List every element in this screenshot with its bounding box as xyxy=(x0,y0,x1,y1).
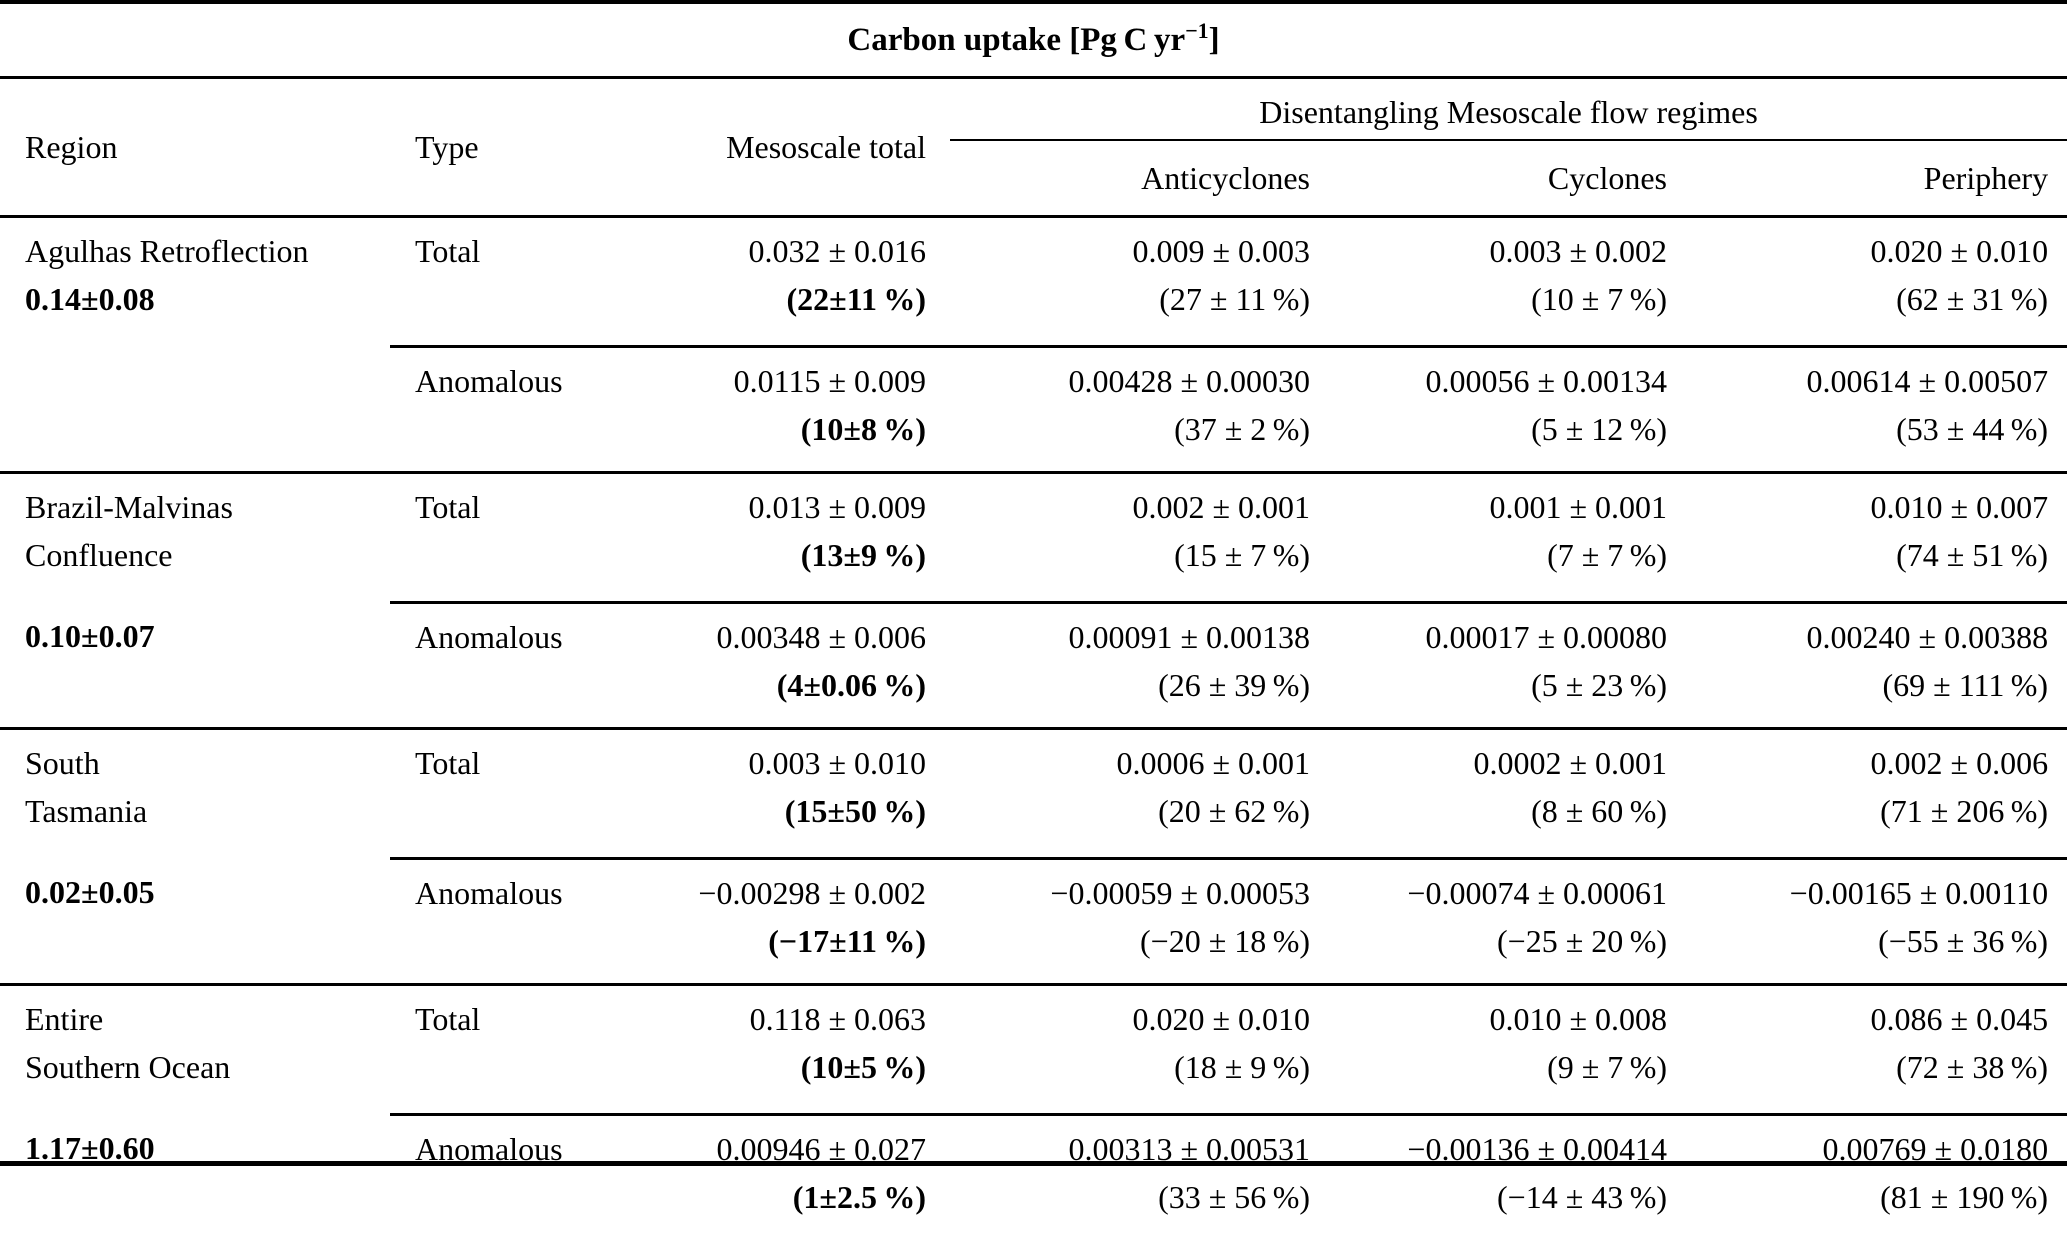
type-label: Total xyxy=(390,217,590,347)
title-superscript: −1 xyxy=(1185,18,1209,43)
percent-line: (33 ± 56 %) xyxy=(935,1173,1310,1221)
percent-line: (62 ± 31 %) xyxy=(1672,275,2048,323)
value-line: 0.002 ± 0.006 xyxy=(1672,739,2048,787)
value-line: 0.00313 ± 0.00531 xyxy=(935,1125,1310,1173)
cyclones-cell xyxy=(1315,347,1672,473)
mesoscale-total-cell xyxy=(590,985,935,1115)
value-line: 0.001 ± 0.001 xyxy=(1315,483,1667,531)
value-line: 0.032 ± 0.016 xyxy=(590,227,926,275)
percent-line: (8 ± 60 %) xyxy=(1315,787,1667,835)
periphery-cell xyxy=(1672,859,2067,985)
region-name: Southern Ocean xyxy=(25,1043,390,1091)
percent-line: (13±9 %) xyxy=(590,531,926,579)
type-label: Anomalous xyxy=(390,1115,590,1239)
type-label: Anomalous xyxy=(390,347,590,473)
periphery-cell xyxy=(1672,985,2067,1115)
value-line: 0.00056 ± 0.00134 xyxy=(1315,357,1667,405)
region-name: Brazil-Malvinas xyxy=(25,483,390,531)
anticyclones-cell xyxy=(935,347,1315,473)
percent-line: (20 ± 62 %) xyxy=(935,787,1310,835)
anticyclones-cell xyxy=(935,1115,1315,1239)
col-header-mesoscale-total: Mesoscale total xyxy=(590,78,935,217)
percent-line: (22±11 %) xyxy=(590,275,926,323)
table-row-brazil-malvinas-total xyxy=(0,473,2067,603)
value-line: 0.020 ± 0.010 xyxy=(1672,227,2048,275)
title-prefix: Carbon uptake [Pg C yr xyxy=(847,22,1185,58)
percent-line: (1±2.5 %) xyxy=(590,1173,926,1221)
value-line: 0.0002 ± 0.001 xyxy=(1315,739,1667,787)
anticyclones-cell xyxy=(935,473,1315,603)
value-line: 0.00428 ± 0.00030 xyxy=(935,357,1310,405)
value-line: 0.009 ± 0.003 xyxy=(935,227,1310,275)
percent-line: (37 ± 2 %) xyxy=(935,405,1310,453)
region-cell-agulhas xyxy=(0,217,390,347)
percent-line: (10 ± 7 %) xyxy=(1315,275,1667,323)
header-row-group xyxy=(0,78,2067,142)
region-cell-south-tasmania xyxy=(0,729,390,859)
value-line: 0.00240 ± 0.00388 xyxy=(1672,613,2048,661)
paper-table xyxy=(0,4,2067,1239)
mesoscale-total-cell xyxy=(590,603,935,729)
percent-line: (74 ± 51 %) xyxy=(1672,531,2048,579)
periphery-cell xyxy=(1672,603,2067,729)
percent-line: (53 ± 44 %) xyxy=(1672,405,2048,453)
value-line: 0.003 ± 0.010 xyxy=(590,739,926,787)
region-mean-value: 0.02±0.05 xyxy=(25,868,390,916)
region-cell-mean xyxy=(0,603,390,729)
anticyclones-cell xyxy=(935,603,1315,729)
col-header-flow-regimes-group xyxy=(935,78,2067,142)
region-mean-value: 1.17±0.60 xyxy=(25,1124,390,1172)
percent-line: (−20 ± 18 %) xyxy=(935,917,1310,965)
table-title-row xyxy=(0,4,2067,78)
periphery-cell xyxy=(1672,473,2067,603)
value-line: 0.00769 ± 0.0180 xyxy=(1672,1125,2048,1173)
percent-line: (5 ± 12 %) xyxy=(1315,405,1667,453)
percent-line: (10±8 %) xyxy=(590,405,926,453)
value-line: 0.00614 ± 0.00507 xyxy=(1672,357,2048,405)
region-name: Agulhas Retroflection xyxy=(25,227,390,275)
value-line: 0.0006 ± 0.001 xyxy=(935,739,1310,787)
region-cell-mean xyxy=(0,1115,390,1239)
value-line: −0.00059 ± 0.00053 xyxy=(935,869,1310,917)
percent-line: (81 ± 190 %) xyxy=(1672,1173,2048,1221)
percent-line: (10±5 %) xyxy=(590,1043,926,1091)
value-line: −0.00298 ± 0.002 xyxy=(590,869,926,917)
value-line: −0.00074 ± 0.00061 xyxy=(1315,869,1667,917)
cyclones-cell xyxy=(1315,729,1672,859)
percent-line: (15±50 %) xyxy=(590,787,926,835)
value-line: 0.00946 ± 0.027 xyxy=(590,1125,926,1173)
col-header-periphery: Periphery xyxy=(1672,141,2067,217)
percent-line: (−14 ± 43 %) xyxy=(1315,1173,1667,1221)
mesoscale-total-cell xyxy=(590,347,935,473)
cyclones-cell xyxy=(1315,217,1672,347)
col-header-anticyclones: Anticyclones xyxy=(935,141,1315,217)
percent-line: (5 ± 23 %) xyxy=(1315,661,1667,709)
table-row-agulhas-total xyxy=(0,217,2067,347)
percent-line: (18 ± 9 %) xyxy=(935,1043,1310,1091)
region-name: Entire xyxy=(25,995,390,1043)
region-cell-mean xyxy=(0,859,390,985)
region-mean-value: 0.10±0.07 xyxy=(25,612,390,660)
title-suffix: ] xyxy=(1209,22,1220,58)
value-line: 0.013 ± 0.009 xyxy=(590,483,926,531)
mesoscale-total-cell xyxy=(590,729,935,859)
percent-line: (69 ± 111 %) xyxy=(1672,661,2048,709)
type-label: Total xyxy=(390,985,590,1115)
anticyclones-cell xyxy=(935,859,1315,985)
mesoscale-total-cell xyxy=(590,1115,935,1239)
region-mean-value: 0.14±0.08 xyxy=(25,275,390,323)
cyclones-cell xyxy=(1315,473,1672,603)
value-line: 0.002 ± 0.001 xyxy=(935,483,1310,531)
col-header-type: Type xyxy=(390,78,590,217)
value-line: 0.00348 ± 0.006 xyxy=(590,613,926,661)
percent-line: (−17±11 %) xyxy=(590,917,926,965)
periphery-cell xyxy=(1672,217,2067,347)
cyclones-cell xyxy=(1315,1115,1672,1239)
value-line: 0.003 ± 0.002 xyxy=(1315,227,1667,275)
mesoscale-total-cell xyxy=(590,473,935,603)
cyclones-cell xyxy=(1315,985,1672,1115)
value-line: 0.086 ± 0.045 xyxy=(1672,995,2048,1043)
anticyclones-cell xyxy=(935,217,1315,347)
type-label: Anomalous xyxy=(390,603,590,729)
periphery-cell xyxy=(1672,1115,2067,1239)
percent-line: (15 ± 7 %) xyxy=(935,531,1310,579)
region-cell-southern-ocean xyxy=(0,985,390,1115)
value-line: 0.118 ± 0.063 xyxy=(590,995,926,1043)
value-line: 0.020 ± 0.010 xyxy=(935,995,1310,1043)
anticyclones-cell xyxy=(935,985,1315,1115)
percent-line: (71 ± 206 %) xyxy=(1672,787,2048,835)
table-row-southern-ocean-total xyxy=(0,985,2067,1115)
table-row-south-tasmania-anomalous xyxy=(0,859,2067,985)
value-line: −0.00165 ± 0.00110 xyxy=(1672,869,2048,917)
mesoscale-total-cell xyxy=(590,859,935,985)
percent-line: (9 ± 7 %) xyxy=(1315,1043,1667,1091)
percent-line: (−25 ± 20 %) xyxy=(1315,917,1667,965)
flow-regimes-group-label: Disentangling Mesoscale flow regimes xyxy=(950,89,2067,141)
percent-line: (−55 ± 36 %) xyxy=(1672,917,2048,965)
periphery-cell xyxy=(1672,347,2067,473)
value-line: 0.0115 ± 0.009 xyxy=(590,357,926,405)
region-cell-spacer xyxy=(0,347,390,473)
value-line: 0.00091 ± 0.00138 xyxy=(935,613,1310,661)
value-line: 0.010 ± 0.008 xyxy=(1315,995,1667,1043)
anticyclones-cell xyxy=(935,729,1315,859)
col-header-region: Region xyxy=(0,78,390,217)
percent-line: (27 ± 11 %) xyxy=(935,275,1310,323)
table-title xyxy=(0,4,2067,78)
table-row-agulhas-anomalous xyxy=(0,347,2067,473)
cyclones-cell xyxy=(1315,859,1672,985)
region-name: Confluence xyxy=(25,531,390,579)
table-row-brazil-malvinas-anomalous xyxy=(0,603,2067,729)
percent-line: (7 ± 7 %) xyxy=(1315,531,1667,579)
region-name: South xyxy=(25,739,390,787)
type-label: Total xyxy=(390,729,590,859)
region-cell-brazil-malvinas xyxy=(0,473,390,603)
percent-line: (26 ± 39 %) xyxy=(935,661,1310,709)
percent-line: (72 ± 38 %) xyxy=(1672,1043,2048,1091)
cyclones-cell xyxy=(1315,603,1672,729)
periphery-cell xyxy=(1672,729,2067,859)
value-line: −0.00136 ± 0.00414 xyxy=(1315,1125,1667,1173)
percent-line: (4±0.06 %) xyxy=(590,661,926,709)
region-name: Tasmania xyxy=(25,787,390,835)
value-line: 0.00017 ± 0.00080 xyxy=(1315,613,1667,661)
mesoscale-total-cell xyxy=(590,217,935,347)
type-label: Anomalous xyxy=(390,859,590,985)
table-row-south-tasmania-total xyxy=(0,729,2067,859)
col-header-cyclones: Cyclones xyxy=(1315,141,1672,217)
table-row-southern-ocean-anomalous xyxy=(0,1115,2067,1239)
value-line: 0.010 ± 0.007 xyxy=(1672,483,2048,531)
type-label: Total xyxy=(390,473,590,603)
